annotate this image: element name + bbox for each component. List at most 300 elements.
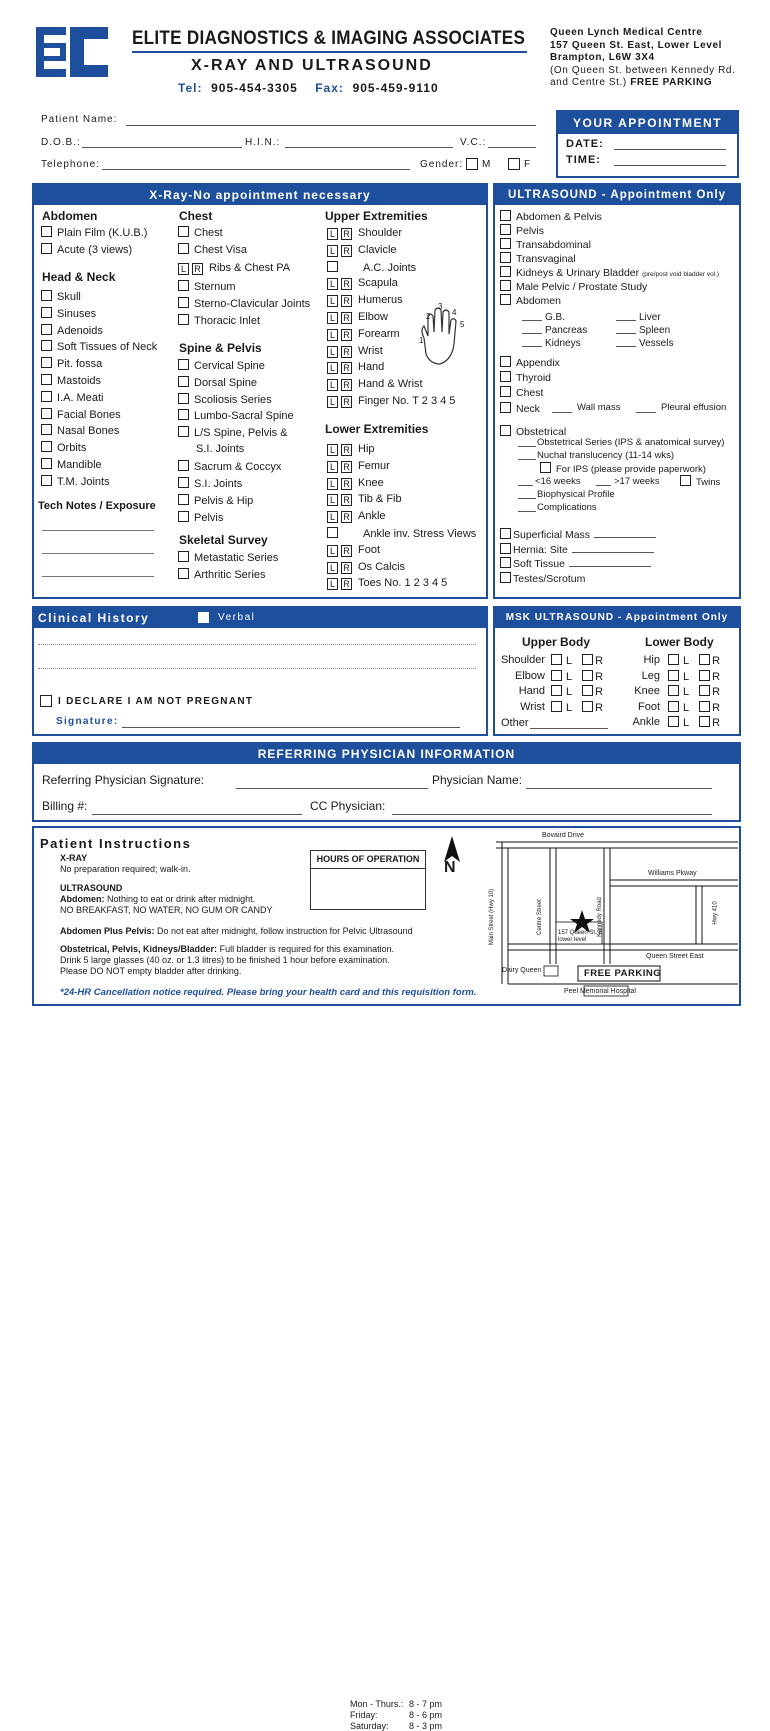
xray-upper-wrist[interactable] [327,345,383,358]
xray-instr-title: X-RAY [60,853,88,863]
xray-chest-chest-visa[interactable] [178,243,247,256]
xray-ankle-stress[interactable] [327,527,476,540]
xray-plain-film-k-u-b-checkbox[interactable] [41,226,52,237]
us-testes-checkbox[interactable] [500,572,511,583]
us-transabdominal[interactable] [500,238,591,251]
xray-chest-chest-visa-checkbox[interactable] [178,243,189,254]
tech-notes-line-2[interactable] [42,553,154,554]
us-for-ips-checkbox[interactable] [540,462,551,473]
xray-mandible-checkbox[interactable] [41,458,52,469]
xray-upper-shoulder[interactable] [327,227,402,240]
us-chest[interactable] [500,386,543,399]
us-for-ips[interactable] [540,462,706,475]
us-male-pelvic-checkbox[interactable] [500,280,511,291]
xray-upper-hand[interactable] [327,361,384,374]
hand-number-1: 1 [419,336,424,345]
xray-upper-finger-no-t-2-3-4-5-label: Finger No. T 2 3 4 5 [358,395,456,407]
xray-upper-humerus[interactable] [327,294,403,307]
msk-upper-wrist-right-checkbox[interactable] [582,701,593,712]
us-gt17-line[interactable] [596,485,611,486]
xray-upper-elbow-right-checkbox[interactable]: R [341,312,352,324]
referring-signature-label: Referring Physician Signature: [42,773,205,787]
msk-upper-hand-sides[interactable] [551,685,603,698]
xray-spine2-sacrum-coccyx[interactable] [178,460,281,473]
hours-time-1: 8 - 7 pm [409,1699,443,1709]
us-sub-vessels-line[interactable] [616,346,636,347]
hand-number-2: 2 [426,312,431,321]
xray-t-m-joints-checkbox[interactable] [41,475,52,486]
xray-scoliosis-series-checkbox[interactable] [178,393,189,404]
us-transabdominal-checkbox[interactable] [500,238,511,249]
msk-lower-hip-left-checkbox[interactable] [668,654,679,665]
clinical-line-2[interactable] [38,668,476,669]
us-neck-checkbox[interactable] [500,402,511,413]
abdomen-instr-label: Abdomen: [60,894,105,904]
xray-upper-finger-no-t-2-3-4-5-right-checkbox[interactable]: R [341,396,352,408]
msk-upper-hand-r: R [595,686,604,698]
us-hernia[interactable] [500,543,654,556]
xray-lower-hip-label: Hip [358,443,375,455]
msk-lower-ankle-sides[interactable] [668,716,720,729]
xray-lower-os-calcis[interactable] [327,561,405,574]
us-kidneys-note: (pre/post void bladder vol.) [642,271,720,278]
xray-nasal-bones[interactable] [41,424,119,437]
xray-upper-humerus-right-checkbox[interactable]: R [341,295,352,307]
gender-m-checkbox[interactable] [466,158,478,170]
xray-upper-scapula-left-checkbox[interactable]: L [327,278,338,290]
xray-adenoids[interactable] [41,324,103,337]
us-lt16-line[interactable] [518,485,533,486]
xray-lower-ankle[interactable] [327,510,386,523]
appointment-date-field[interactable] [614,149,726,150]
us-superficial-checkbox[interactable] [500,528,511,539]
xray-spine2-pelvis-hip-label: Pelvis & Hip [194,495,254,507]
us-obstetrical-checkbox[interactable] [500,425,511,436]
xray-sternum-checkbox[interactable] [178,280,189,291]
xray-pit-fossa[interactable] [41,357,102,370]
msk-upper-elbow: Elbow [515,669,545,682]
us-chest-checkbox[interactable] [500,386,511,397]
xray-upper-wrist-left-checkbox[interactable]: L [327,346,338,358]
msk-upper-title: Upper Body [522,635,591,649]
xray-acute-3-views[interactable] [41,243,132,256]
us-sub-spleen-line[interactable] [616,333,636,334]
xray-lower-hip-left-checkbox[interactable]: L [327,444,338,456]
xray-upper-clavicle-label: Clavicle [358,243,397,256]
msk-upper-shoulder-right-checkbox[interactable] [582,654,593,665]
msk-lower-knee-right-checkbox[interactable] [699,685,710,696]
xray-lower-hip[interactable] [327,443,375,456]
xray-i-a-meati-checkbox[interactable] [41,391,52,402]
us-thyroid-label: Thyroid [516,372,552,384]
xray-upper-shoulder-right-checkbox[interactable]: R [341,228,352,240]
xray-spine2-sacrum-coccyx-label: Sacrum & Coccyx [194,461,282,473]
us-sub-pancreas-line[interactable] [522,333,542,334]
tech-notes-line-1[interactable] [42,530,154,531]
xray-upper-finger-no-t-2-3-4-5[interactable] [327,395,455,408]
gender-f-checkbox[interactable] [508,158,520,170]
xray-soft-tissues-of-neck[interactable] [41,340,157,353]
xray-lumbo-sacral-spine[interactable] [178,409,294,422]
us-instr-title: ULTRASOUND [60,883,123,893]
xray-metastatic-series[interactable] [178,551,278,564]
us-abdomen-pelvis[interactable] [500,210,602,223]
xray-upper-clavicle-right-checkbox[interactable]: R [341,245,352,257]
xray-thoracic-inlet-checkbox[interactable] [178,314,189,325]
us-wall-mass-line[interactable] [552,412,572,413]
xray-spine2-pelvis-label: Pelvis [194,512,224,524]
xray-skull-label: Skull [57,291,81,303]
logo-mark [36,27,108,77]
msk-lower-knee-left-checkbox[interactable] [668,685,679,696]
xray-lower-femur-right-checkbox[interactable]: R [341,461,352,473]
msk-upper-hand-left-checkbox[interactable] [551,685,562,696]
xray-facial-bones-checkbox[interactable] [41,408,52,419]
us-superficial-label: Superficial Mass [513,529,591,541]
us-testes-label: Testes/Scrotum [513,572,586,585]
patient-name-label: Patient Name: [41,114,118,125]
us-soft-tissue-label: Soft Tissue [513,558,565,570]
xray-ac-joints-checkbox[interactable] [327,261,338,272]
msk-upper-shoulder-l: L [566,655,573,667]
xray-mastoids[interactable] [41,374,101,387]
msk-lower-knee-sides[interactable] [668,685,720,698]
us-kidneys-checkbox[interactable] [500,266,511,277]
xray-lower-toes-no-1-2-3-4-5[interactable] [327,577,447,590]
msk-upper-elbow-l: L [566,670,573,683]
us-for-ips-label: For IPS (please provide paperwork) [556,464,706,475]
us-transvaginal[interactable] [500,252,576,265]
xray-ankle-stress-checkbox[interactable] [327,527,338,538]
hours-title: HOURS OF OPERATION [316,854,420,864]
xray-cervical-spine-checkbox[interactable] [178,359,189,370]
tech-notes-line-3[interactable] [42,576,154,577]
us-abdomen[interactable] [500,294,561,307]
xray-spine2-pelvis-checkbox[interactable] [178,511,189,522]
us-pelvis-checkbox[interactable] [500,224,511,235]
us-hernia-field[interactable] [572,552,654,553]
hin-field[interactable] [285,147,453,148]
xray-spine2-s-i-joints[interactable] [178,477,242,490]
xray-lower-hip-right-checkbox[interactable]: R [341,444,352,456]
xray-lower-tib-fib-right-checkbox[interactable]: R [341,494,352,506]
msk-upper-elbow-sides[interactable] [551,670,603,683]
xray-lower-foot-right-checkbox[interactable]: R [341,545,352,557]
msk-upper-shoulder: Shoulder [500,654,545,666]
xray-orbits-checkbox[interactable] [41,441,52,452]
xray-dorsal-spine[interactable] [178,376,257,389]
clinical-line-1[interactable] [38,644,476,645]
msk-other: Other [501,717,529,729]
xray-sinuses-checkbox[interactable] [41,307,52,318]
hours-underline [311,868,425,869]
us-pelvis[interactable] [500,224,544,237]
xray-orbits[interactable] [41,441,86,454]
xray-mandible[interactable] [41,458,102,471]
xray-chest-chest-checkbox[interactable] [178,226,189,237]
address-block [550,27,735,90]
xray-spine2-sacrum-coccyx-checkbox[interactable] [178,460,189,471]
gender-m-label: M [482,159,491,170]
xray-cervical-spine-label: Cervical Spine [194,360,265,372]
us-hernia-checkbox[interactable] [500,543,511,554]
xray-upper-hand-wrist-left-checkbox[interactable]: L [327,379,338,391]
instructions-section [32,826,741,1731]
us-testes[interactable] [500,572,585,585]
msk-upper-shoulder-left-checkbox[interactable] [551,654,562,665]
xray-abdomen-title: Abdomen [42,209,98,223]
xray-sternum-label: Sternum [194,281,236,293]
us-appendix-label: Appendix [516,357,560,369]
us-pelvis-label: Pelvis [516,225,545,237]
xray-lower-tib-fib-left-checkbox[interactable]: L [327,494,338,506]
xray-scoliosis-series-label: Scoliosis Series [194,393,272,406]
appointment-time-field[interactable] [614,165,726,166]
us-abdomen-pelvis-checkbox[interactable] [500,210,511,221]
xray-chest-chest[interactable] [178,226,223,239]
signature-label: Signature: [56,716,119,727]
xray-lower-ankle-left-checkbox[interactable]: L [327,511,338,523]
map-kennedy-road: Kennedy Road [596,897,603,937]
xray-upper-forearm-right-checkbox[interactable]: R [341,329,352,341]
msk-lower-leg-left-checkbox[interactable] [668,670,679,681]
xray-upper-forearm[interactable] [327,328,400,341]
xray-pit-fossa-checkbox[interactable] [41,357,52,368]
xray-cervical-spine[interactable] [178,359,265,372]
msk-lower-ankle-right-checkbox[interactable] [699,716,710,727]
msk-upper-wrist-left-checkbox[interactable] [551,701,562,712]
xray-upper-forearm-left-checkbox[interactable]: L [327,329,338,341]
us-superficial[interactable] [500,528,656,541]
xray-lower-os-calcis-left-checkbox[interactable]: L [327,562,338,574]
xray-lumbo-sacral-spine-checkbox[interactable] [178,409,189,420]
us-sub-kidneys-line[interactable] [522,346,542,347]
us-soft-tissue-field[interactable] [569,566,651,567]
xray-sinuses[interactable] [41,307,96,320]
dob-field[interactable] [82,147,242,148]
xray-spine2-pelvis-hip[interactable] [178,494,253,507]
signature-field[interactable] [122,727,460,728]
pregnant-checkbox[interactable] [40,695,52,707]
us-appendix-checkbox[interactable] [500,356,511,367]
xray-mastoids-checkbox[interactable] [41,374,52,385]
hand-number-5: 5 [460,320,465,329]
hours-day-2: Friday: [350,1710,378,1720]
xray-lower-os-calcis-right-checkbox[interactable]: R [341,562,352,574]
xray-l-s-spine-pelvis-checkbox[interactable] [178,426,189,437]
xray-lower-foot-left-checkbox[interactable]: L [327,545,338,557]
msk-lower-title: Lower Body [645,635,714,649]
xray-spine2-s-i-joints-checkbox[interactable] [178,477,189,488]
xray-lower-ankle-right-checkbox[interactable]: R [341,511,352,523]
us-appendix[interactable] [500,356,560,369]
xray-lower-tib-fib[interactable] [327,493,402,506]
us-neck[interactable] [500,402,540,415]
xray-scoliosis-series[interactable] [178,393,272,406]
hand-number-4: 4 [452,308,457,317]
xray-metastatic-series-label: Metastatic Series [194,552,279,564]
xray-spine2-pelvis[interactable] [178,511,223,524]
xray-upper-scapula[interactable] [327,277,398,290]
map-hospital: Peel Memorial Hospital [564,988,636,995]
abd-pelvis-instr [60,926,413,936]
obs-instr-label: Obstetrical, Pelvis, Kidneys/Bladder: [60,944,218,954]
patient-name-field[interactable] [126,125,536,126]
xray-acute-3-views-checkbox[interactable] [41,243,52,254]
instructions-title: Patient Instructions [40,836,192,851]
msk-lower-foot-sides[interactable] [668,701,720,714]
xray-ribs-right-checkbox[interactable]: R [192,263,203,275]
xray-facial-bones[interactable] [41,408,121,421]
us-male-pelvic[interactable] [500,280,647,293]
us-kidneys[interactable] [500,266,719,279]
xray-thoracic-inlet[interactable] [178,314,260,327]
xray-lower-toes-no-1-2-3-4-5-right-checkbox[interactable]: R [341,578,352,590]
msk-lower-hip: Hip [643,654,660,666]
gender-f-label: F [524,159,531,170]
xray-dorsal-spine-checkbox[interactable] [178,376,189,387]
cc-physician-field[interactable] [392,814,712,815]
us-twins[interactable] [680,475,720,488]
telephone-field[interactable] [102,169,410,170]
xray-upper-scapula-right-checkbox[interactable]: R [341,278,352,290]
msk-other-field[interactable] [530,728,608,729]
abdomen-instr-text2: NO BREAKFAST, NO WATER, NO GUM OR CANDY [60,905,273,915]
xray-upper-elbow-left-checkbox[interactable]: L [327,312,338,324]
xray-upper-clavicle-left-checkbox[interactable]: L [327,245,338,257]
us-twins-checkbox[interactable] [680,475,691,486]
xray-spine2-pelvis-hip-checkbox[interactable] [178,494,189,505]
xray-sterno-clavicular-joints-label: Sterno-Clavicular Joints [194,298,311,310]
xray-sternum[interactable] [178,280,236,293]
msk-lower-hip-right-checkbox[interactable] [699,654,710,665]
xray-sterno-clavicular-joints-checkbox[interactable] [178,297,189,308]
us-thyroid[interactable] [500,371,551,384]
xray-upper-hand-wrist-right-checkbox[interactable]: R [341,379,352,391]
msk-lower-hip-sides[interactable] [668,654,720,667]
xray-sterno-clavicular-joints[interactable] [178,297,310,310]
us-pleural-line[interactable] [636,412,656,413]
msk-lower-foot-left-checkbox[interactable] [668,701,679,712]
us-obs-series-line[interactable] [518,446,536,447]
msk-upper-wrist-sides[interactable] [551,701,603,714]
xray-upper-shoulder-left-checkbox[interactable]: L [327,228,338,240]
us-abdomen-label: Abdomen [516,295,561,307]
referring-signature-field[interactable] [236,788,428,789]
xray-upper-hand-right-checkbox[interactable]: R [341,362,352,374]
xray-upper-humerus-left-checkbox[interactable]: L [327,295,338,307]
xray-lower-femur-left-checkbox[interactable]: L [327,461,338,473]
msk-upper-shoulder-sides[interactable] [551,654,603,667]
us-thyroid-checkbox[interactable] [500,371,511,382]
us-bio-line[interactable] [518,498,536,499]
xray-soft-tissues-of-neck-checkbox[interactable] [41,340,52,351]
msk-lower-leg-right-checkbox[interactable] [699,670,710,681]
obs-instr-text3: Please DO NOT empty bladder after drinking. [60,966,242,976]
xray-upper-finger-no-t-2-3-4-5-left-checkbox[interactable]: L [327,396,338,408]
us-soft-tissue-checkbox[interactable] [500,557,511,568]
vc-field[interactable] [488,147,536,148]
us-transvaginal-checkbox[interactable] [500,252,511,263]
xray-ribs-left-checkbox[interactable]: L [178,263,189,275]
xray-sinuses-label: Sinuses [57,307,97,320]
xray-upper-hand-left-checkbox[interactable]: L [327,362,338,374]
verbal-checkbox[interactable] [198,612,209,623]
xray-plain-film-k-u-b[interactable] [41,226,147,239]
xray-t-m-joints[interactable] [41,475,110,488]
xray-skull[interactable] [41,290,81,303]
us-sub-g-b-line[interactable] [522,320,542,321]
xray-upper-hand-label: Hand [358,361,385,374]
xray-lower-foot[interactable] [327,544,380,557]
xray-upper-wrist-right-checkbox[interactable]: R [341,346,352,358]
us-superficial-field[interactable] [594,537,656,538]
xray-i-a-meati[interactable] [41,391,103,404]
msk-upper-elbow-right-checkbox[interactable] [582,670,593,681]
xray-lower-knee-right-checkbox[interactable]: R [341,478,352,490]
xray-l-s-spine-pelvis[interactable] [178,426,288,439]
us-abdomen-checkbox[interactable] [500,294,511,305]
xray-adenoids-checkbox[interactable] [41,324,52,335]
map [489,832,738,1002]
us-comp-line[interactable] [518,511,536,512]
us-sub-liver-line[interactable] [616,320,636,321]
us-kidneys-label: Kidneys & Urinary Bladder [516,267,640,279]
physician-name-field[interactable] [526,788,712,789]
xray-lower-toes-no-1-2-3-4-5-left-checkbox[interactable]: L [327,578,338,590]
xray-ac-joints-label: A.C. Joints [363,261,417,274]
fax-label: Fax: [315,81,344,95]
msk-lower-ankle-left-checkbox[interactable] [668,716,679,727]
us-sub-g-b: G.B. [545,312,566,323]
physician-name-label: Physician Name: [432,773,523,787]
vc-label: V.C.: [460,137,487,148]
xray-nasal-bones-checkbox[interactable] [41,424,52,435]
xray-ribs[interactable] [178,262,290,275]
xray-upper-hand-wrist[interactable] [327,378,423,391]
xray-pit-fossa-label: Pit. fossa [57,358,103,371]
xray-arthritic-series[interactable] [178,568,266,581]
xray-title: X-Ray-No appointment necessary [34,185,486,205]
msk-lower-leg-sides[interactable] [668,670,720,683]
xray-lower-knee[interactable] [327,477,384,490]
us-soft-tissue[interactable] [500,557,651,570]
us-chest-label: Chest [516,387,544,399]
xray-spine2-s-i-joints-label: S.I. Joints [194,478,243,490]
abd-pelvis-text: Do not eat after midnight, follow instruction for Pelvic Ultrasound [157,926,413,936]
xray-ac-joints[interactable] [327,261,416,274]
verbal-label: Verbal [218,612,256,623]
hours-day-1: Mon - Thurs.: [350,1699,404,1709]
xray-lower-femur[interactable] [327,460,390,473]
msk-upper-elbow-left-checkbox[interactable] [551,670,562,681]
msk-lower-foot-right-checkbox[interactable] [699,701,710,712]
xray-upper-humerus-label: Humerus [358,294,403,307]
msk-upper-shoulder-r: R [595,655,604,667]
xray-metastatic-series-checkbox[interactable] [178,551,189,562]
xray-upper-clavicle[interactable] [327,244,397,257]
xray-upper-scapula-label: Scapula [358,277,398,290]
us-nuchal-line[interactable] [518,459,536,460]
xray-arthritic-series-checkbox[interactable] [178,568,189,579]
xray-lower-knee-left-checkbox[interactable]: L [327,478,338,490]
msk-upper-hand-right-checkbox[interactable] [582,685,593,696]
xray-skull-checkbox[interactable] [41,290,52,301]
location-name: Queen Lynch Medical Centre [550,27,703,38]
hand-number-3: 3 [438,302,443,311]
billing-field[interactable] [92,814,302,815]
xray-upper-elbow[interactable] [327,311,388,324]
